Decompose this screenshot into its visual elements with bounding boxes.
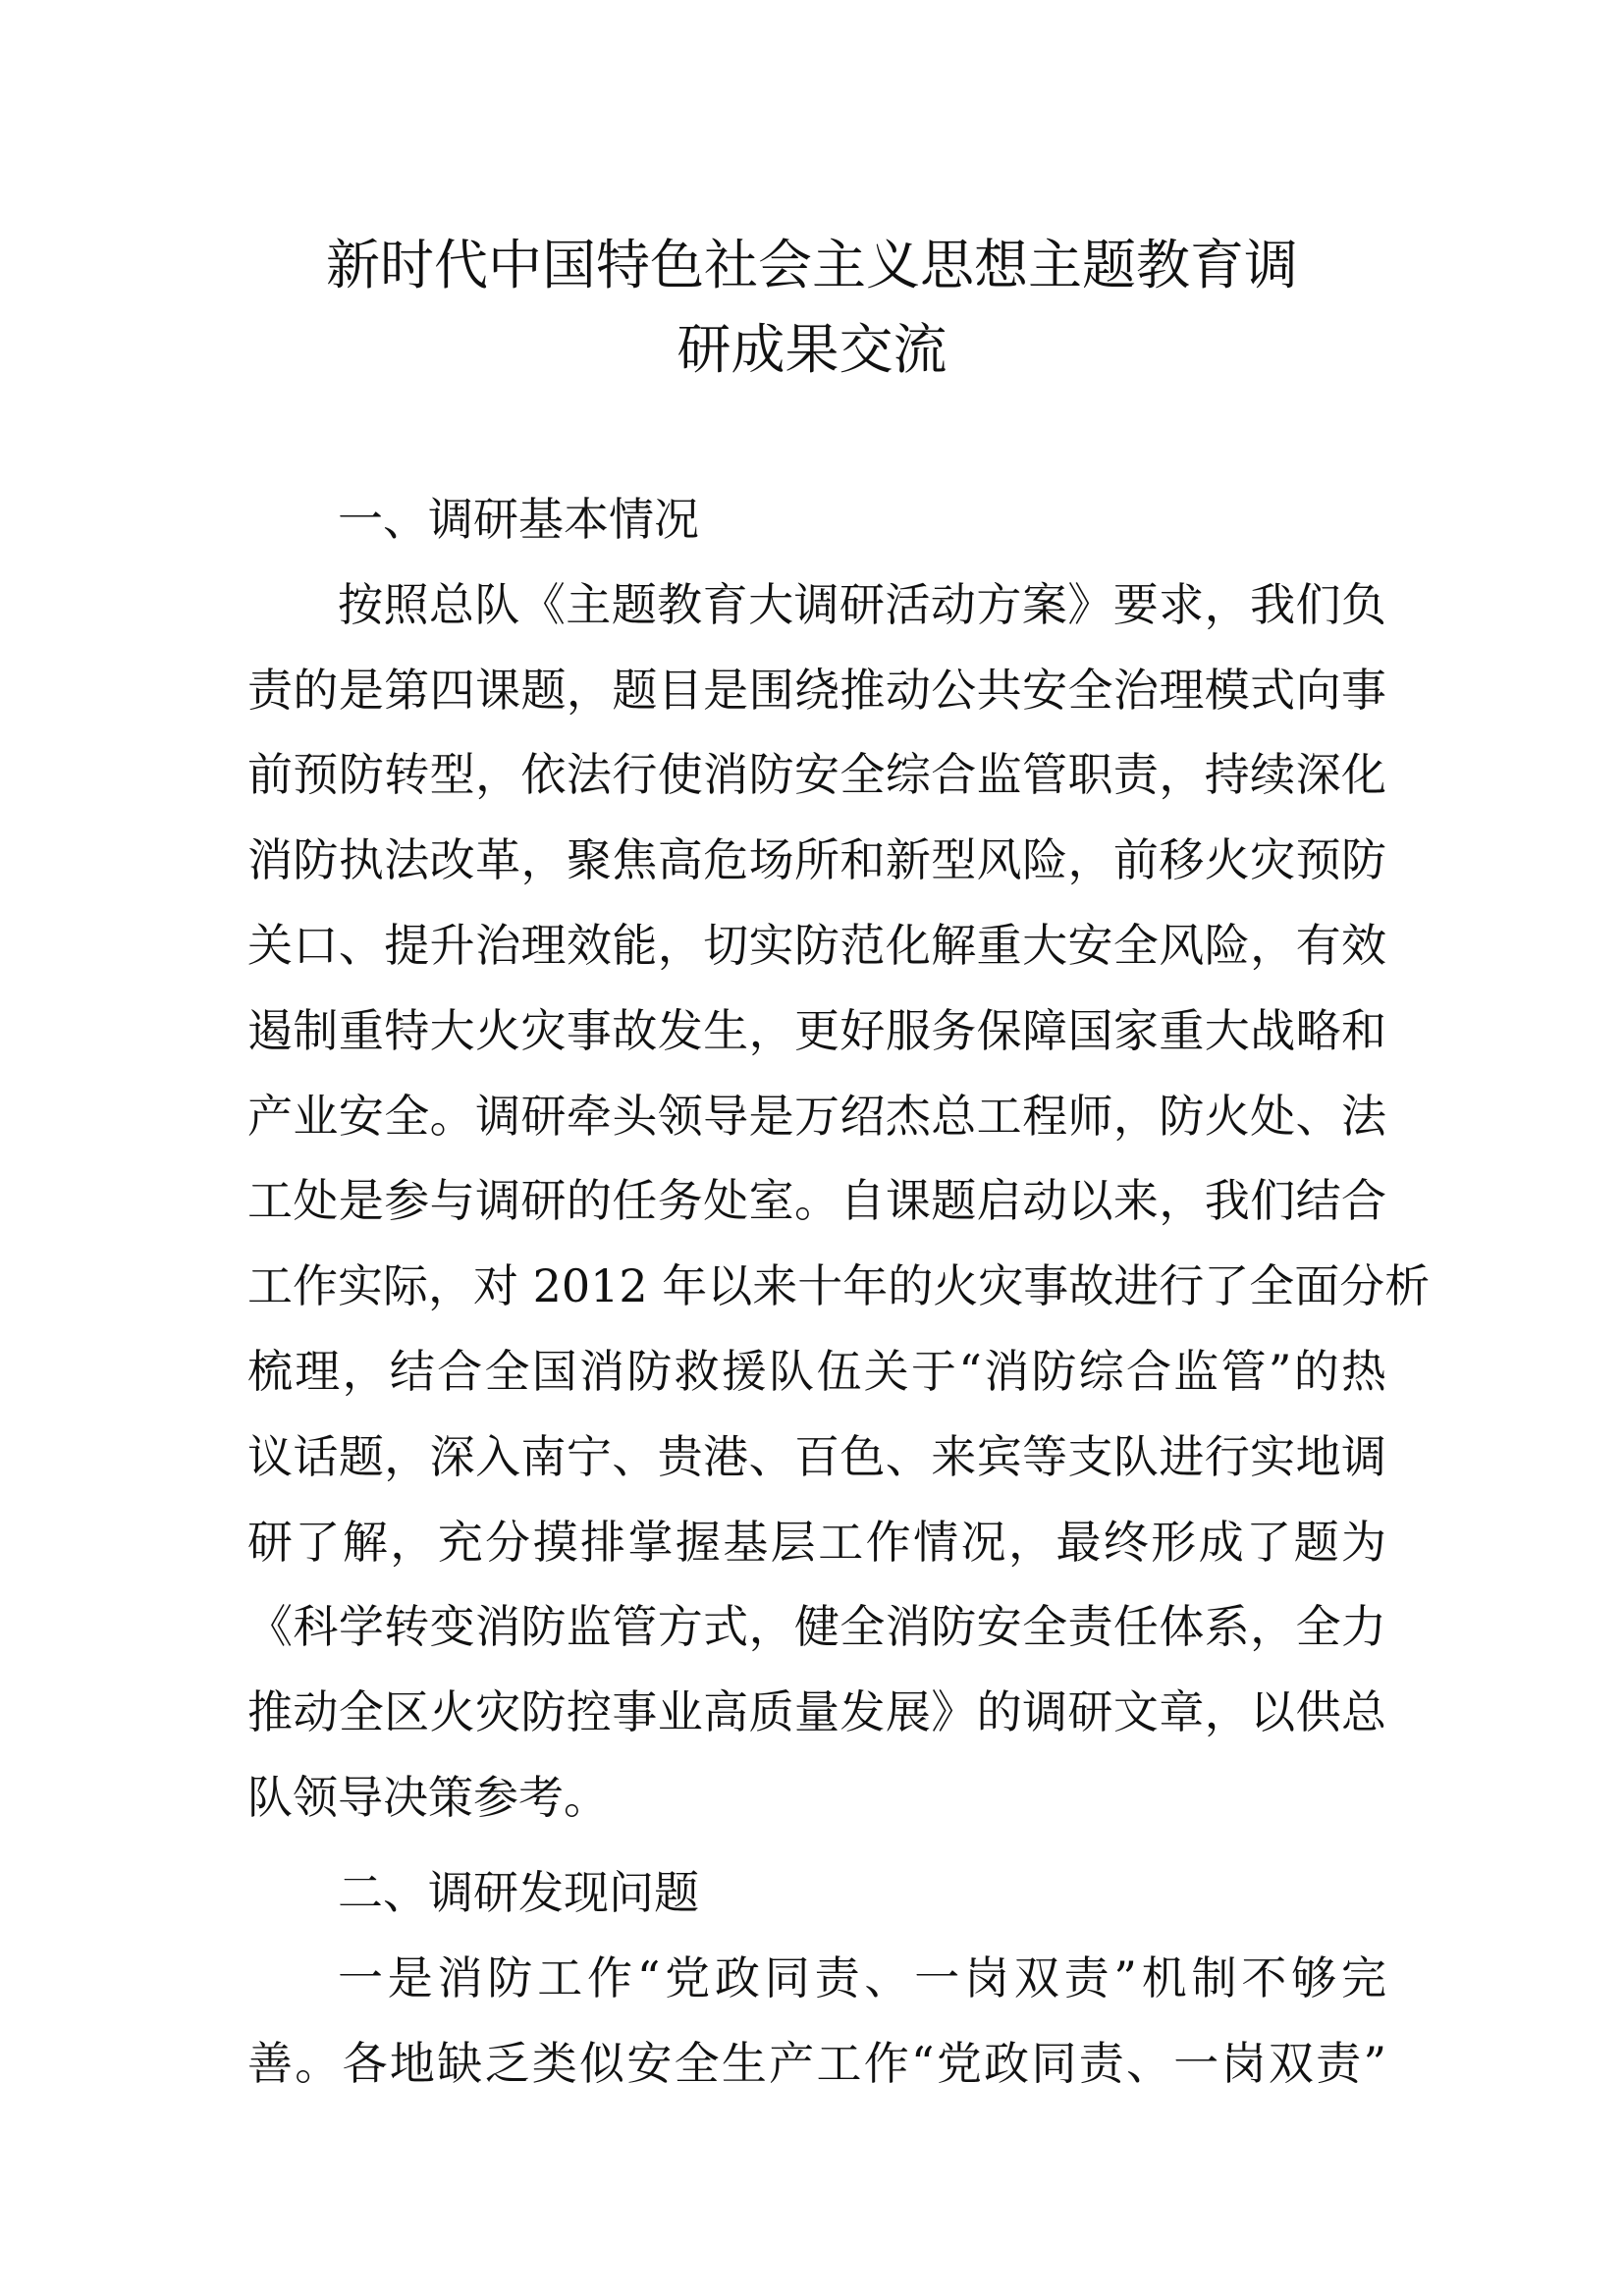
section-basic-situation — [247, 477, 1431, 1841]
paragraph-line: 按照总队《主题教育大调研活动方案》要求，我们负 — [338, 577, 1386, 631]
paragraph-line: 产业安全。调研牵头领导是万绍杰总工程师，防火处、法 — [247, 1089, 1386, 1143]
paragraph-line: 责的是第四课题，题目是围绕推动公共安全治理模式向事 — [247, 663, 1386, 717]
section-problems-found — [247, 1850, 1386, 2106]
paragraph-line: 工处是参与调研的任务处室。自课题启动以来，我们结合 — [247, 1174, 1386, 1228]
section-heading: 一、调研基本情况 — [338, 493, 699, 546]
paragraph-line: 梳理，结合全国消防救援队伍关于“消防综合监管”的热 — [247, 1344, 1386, 1398]
document-title — [0, 223, 1624, 392]
title-line: 新时代中国特色社会主义思想主题教育调 — [325, 234, 1298, 296]
paragraph-line: 研了解，充分摸排掌握基层工作情况，最终形成了题为 — [247, 1515, 1386, 1569]
title-line: 研成果交流 — [677, 318, 947, 381]
paragraph-line: 消防执法改革，聚焦高危场所和新型风险，前移火灾预防 — [247, 833, 1386, 887]
paragraph-line: 推动全区火灾防控事业高质量发展》的调研文章，以供总 — [247, 1685, 1386, 1739]
section-heading: 二、调研发现问题 — [338, 1866, 699, 1919]
paragraph-line: 前预防转型，依法行使消防安全综合监管职责，持续深化 — [247, 748, 1386, 802]
paragraph — [247, 562, 1431, 1841]
paragraph-line: 善。各地缺乏类似安全生产工作“党政同责、一岗双责” — [247, 2036, 1386, 2090]
paragraph-line: 《科学转变消防监管方式，健全消防安全责任体系，全力 — [247, 1600, 1386, 1654]
paragraph-line: 一是消防工作“党政同责、一岗双责”机制不够完 — [338, 1950, 1386, 2004]
paragraph-line: 议话题，深入南宁、贵港、百色、来宾等支队进行实地调 — [247, 1429, 1386, 1483]
paragraph — [247, 1936, 1386, 2107]
paragraph-line: 关口、提升治理效能，切实防范化解重大安全风险，有效 — [247, 918, 1386, 972]
paragraph-line: 队领导决策参考。 — [247, 1770, 609, 1824]
paragraph-line: 遏制重特大火灾事故发生，更好服务保障国家重大战略和 — [247, 1003, 1386, 1057]
paragraph-line: 工作实际，对 2012 年以来十年的火灾事故进行了全面分析 — [247, 1259, 1431, 1313]
